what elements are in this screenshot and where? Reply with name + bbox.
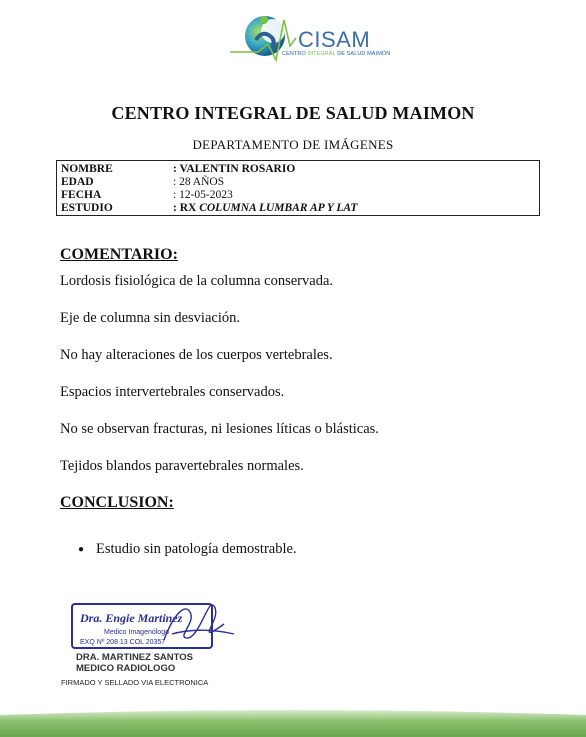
finding-item: Eje de columna sin desviación.	[60, 310, 240, 326]
conclusion-item: Estudio sin patología demostrable.	[96, 541, 297, 557]
finding-item: No se observan fracturas, ni lesiones líticas o blásticas.	[60, 421, 379, 437]
conclusion-heading: CONCLUSION:	[60, 494, 174, 511]
signature-note: FIRMADO Y SELLADO VIA ELECTRONICA	[61, 678, 209, 687]
finding-item: Lordosis fisiológica de la columna conservada.	[60, 273, 334, 289]
bullet-icon: ●	[78, 544, 85, 555]
patient-info-box	[56, 160, 540, 216]
age-label: EDAD	[61, 176, 94, 188]
stamp-exequatur: EXQ Nº 208 13 COL 20357	[80, 639, 166, 646]
finding-item: No hay alteraciones de los cuerpos vertebrales.	[60, 347, 333, 363]
stamp-role: Medico Imagenólogo	[104, 629, 169, 636]
name-value: : VALENTIN ROSARIO	[173, 163, 296, 175]
comment-heading: COMENTARIO:	[60, 246, 178, 263]
report-title: CENTRO INTEGRAL DE SALUD MAIMON	[111, 103, 475, 123]
doctor-stamp	[68, 594, 238, 654]
finding-item: Espacios intervertebrales conservados.	[60, 384, 285, 400]
age-value: : 28 AÑOS	[173, 176, 225, 188]
study-value: : RX COLUMNA LUMBAR AP Y LAT	[173, 202, 358, 214]
logo-subtitle: CENTRO INTEGRAL DE SALUD MAIMÓN	[282, 51, 391, 57]
date-label: FECHA	[61, 189, 102, 201]
doctor-name: DRA. MARTINEZ SANTOS	[76, 652, 193, 663]
date-value: : 12-05-2023	[173, 189, 233, 201]
department-name: DEPARTAMENTO DE IMÁGENES	[192, 137, 394, 152]
study-label: ESTUDIO	[61, 202, 113, 214]
logo-wordmark: CISAM	[298, 27, 371, 52]
doctor-title: MEDICO RADIOLOGO	[76, 663, 176, 674]
finding-item: Tejidos blandos paravertebrales normales.	[60, 458, 304, 474]
stamp-name: Dra. Engie Martinez	[80, 611, 183, 625]
name-label: NOMBRE	[61, 163, 113, 175]
footer-green-band	[0, 705, 586, 737]
